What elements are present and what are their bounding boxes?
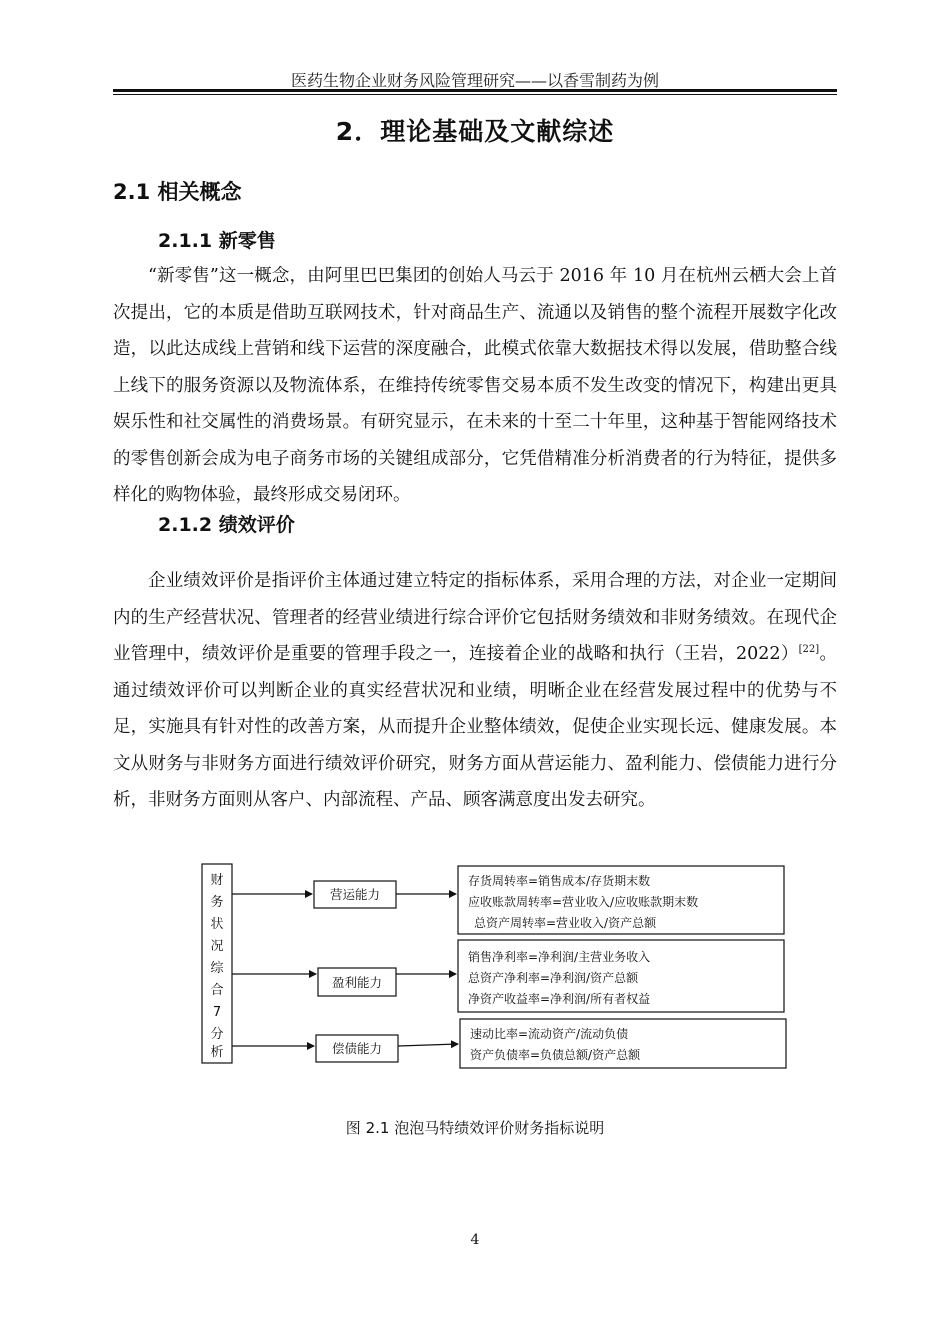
formula-text: 资产负债率=负债总额/资产总额 [470,1048,641,1062]
paragraph-new-retail: “新零售”这一概念，由阿里巴巴集团的创始人马云于 2016 年 10 月在杭州云栖大会上首次提出，它的本质是借助互联网技术，针对商品生产、流通以及销售的整个流程开展数字化改造，以此达成线上营销和线下运营的深度融合，此模式依靠大数据技术得以发展，借助整合线上线下的服务资源以及物流体系，在维持传统零售交易本质不发生改变的情况下，构建出更具娱乐性和社交属性的消费场景。有研究显示，在未来的十至二十年里，这种基于智能网络技术的零售创新会成为电子商务市场的关键组成部分，它凭借精准分析消费者的行为特征，提供多样化的购物体验，最终形成交易闭环。 [113,266,837,505]
citation-ref: [22] [798,644,820,655]
figure-caption: 图 2.1 泡泡马特绩效评价财务指标说明 [345,1119,605,1137]
formula-text: 速动比率=流动资产/流动负债 [470,1027,629,1041]
node-label: 盈利能力 [331,975,383,990]
running-header: 医药生物企业财务风险管理研究——以香雪制药为例 [290,71,659,90]
root-char: 状 [210,917,224,932]
paragraph-performance-evaluation [113,563,837,819]
page-number: 4 [470,1232,480,1248]
root-char: 析 [210,1045,224,1060]
arrow-solvency-to-formulas [398,1044,458,1046]
financial-indicator-diagram [198,860,790,1070]
section-heading-2-1-2: 2.1.2 绩效评价 [158,514,295,536]
diagram-root-label [210,872,224,1060]
root-char: 合 [210,983,224,998]
node-label: 营运能力 [329,887,381,902]
section-heading-2-1-1: 2.1.1 新零售 [158,230,276,252]
paragraph-text-part2: 。通过绩效评价可以判断企业的真实经营状况和业绩，明晰企业在经营发展过程中的优势与不足，实施具有针对性的改善方案，从而提升企业整体绩效，促使企业实现长远、健康发展。本文从财务与非财务方面进行绩效评价研究，财务方面从营运能力、盈利能力、偿债能力进行分析，非财务方面则从客户、内部流程、产品、顾客满意度出发去研究。 [113,644,837,810]
root-char: 财 [210,873,224,888]
chapter-title: 2．理论基础及文献综述 [335,117,615,146]
header-rule-thin [113,94,837,95]
header-rule-thick [113,89,837,92]
formula-text: 销售净利率=净利润/主营业务收入 [468,950,651,964]
formula-text: 存货周转率=销售成本/存货期末数 [468,874,651,888]
section-heading-2-1: 2.1 相关概念 [113,180,242,204]
node-label: 偿债能力 [331,1041,383,1056]
root-char: 7 [212,1005,222,1020]
root-char: 分 [210,1027,224,1042]
formula-text: 净资产收益率=净利润/所有者权益 [468,992,651,1006]
formula-text: 总资产周转率=营业收入/资产总额 [474,916,657,930]
root-char: 况 [210,939,224,954]
paragraph-text-part1: 企业绩效评价是指评价主体通过建立特定的指标体系，采用合理的方法，对企业一定期间内的生产经营状况、管理者的经营业绩进行综合评价它包括财务绩效和非财务绩效。在现代企业管理中，绩效评价是重要的管理手段之一，连接着企业的战略和执行（王岩，2022） [113,571,837,664]
formula-text: 总资产净利率=净利润/资产总额 [468,971,639,985]
formula-text: 应收账款周转率=营业收入/应收账款期末数 [468,895,699,909]
root-char: 综 [210,961,224,976]
root-char: 务 [210,895,224,910]
